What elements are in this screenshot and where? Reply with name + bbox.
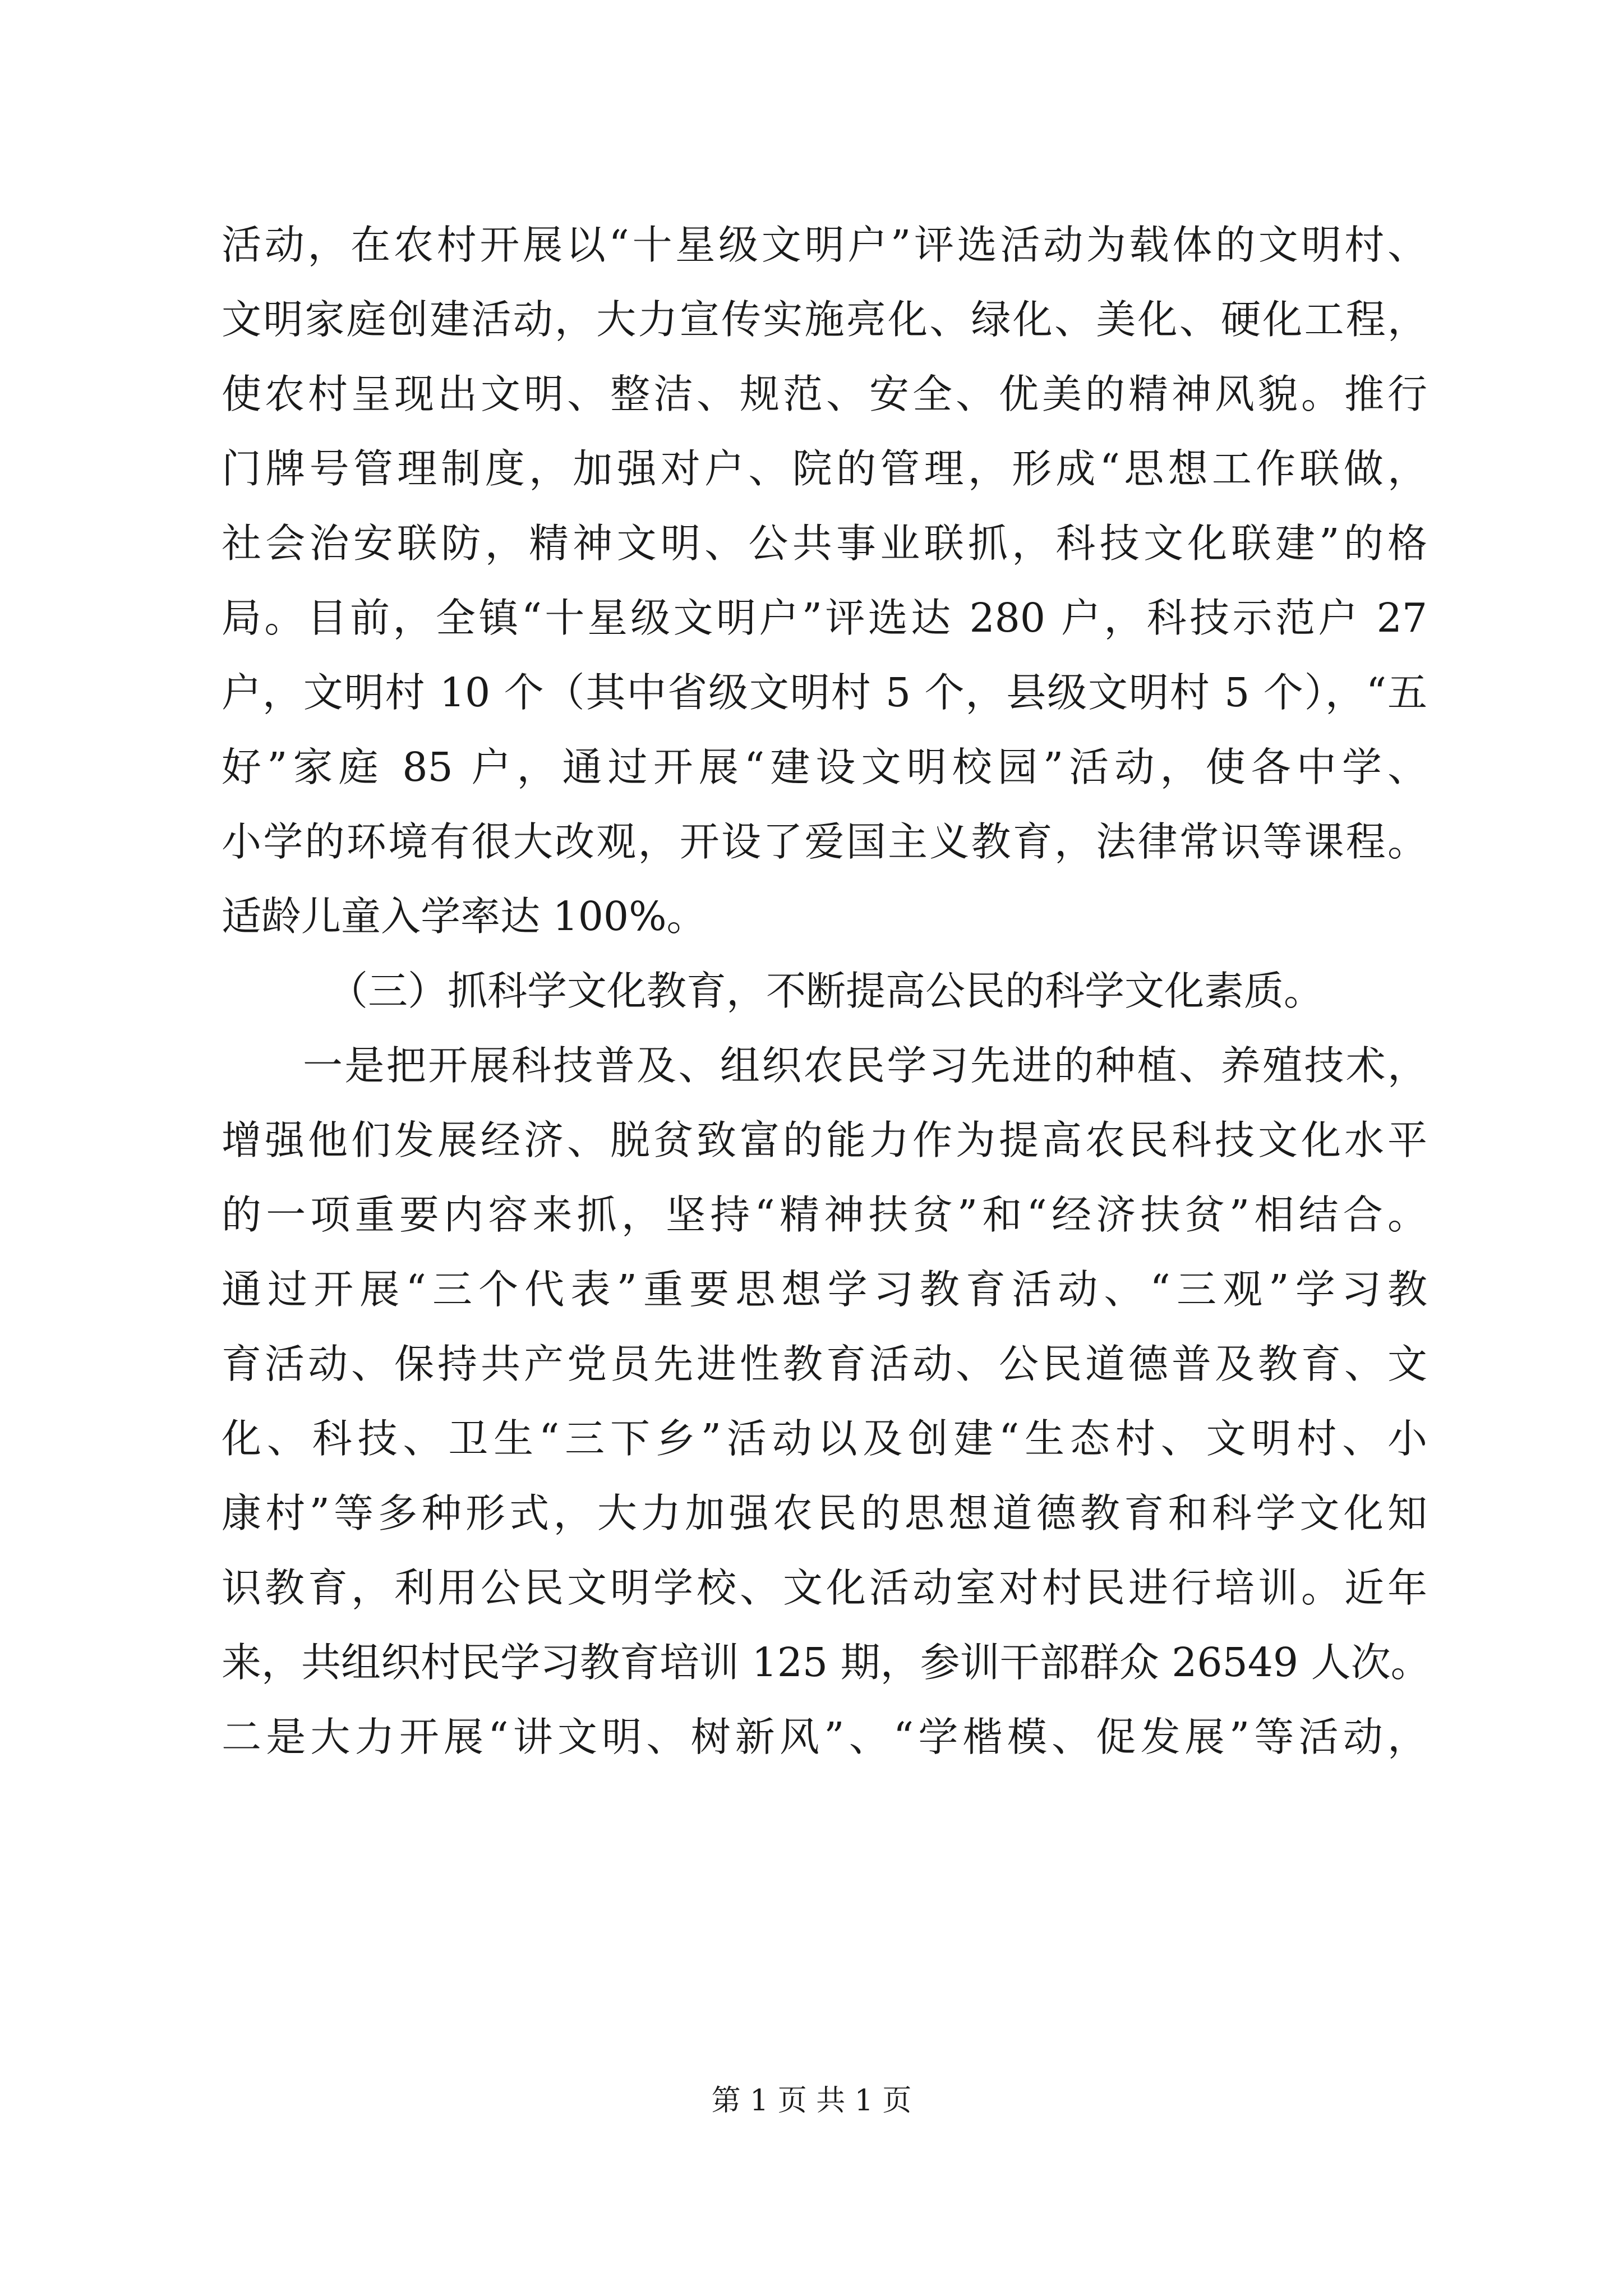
text-line: 来，共组织村民学习教育培训 125 期，参训干部群众 26549 人次。 — [222, 1639, 1431, 1686]
text-line: 小学的环境有很大改观，开设了爱国主义教育，法律常识等课程。 — [222, 818, 1427, 865]
text-line: 育活动、保持共产党员先进性教育活动、公民道德普及教育、文 — [222, 1341, 1427, 1387]
text-line: 文明家庭创建活动，大力宣传实施亮化、绿化、美化、硬化工程， — [222, 296, 1427, 343]
text-line: 局。目前，全镇“十星级文明户”评选达 280 户，科技示范户 27 — [222, 595, 1427, 641]
text-line: 识教育，利用公民文明学校、文化活动室对村民进行培训。近年 — [222, 1565, 1427, 1611]
paragraph-first-line: 一是把开展科技普及、组织农民学习先进的种植、养殖技术， — [303, 1042, 1427, 1089]
body-text — [222, 208, 1431, 1774]
text-line: 康村”等多种形式，大力加强农民的思想道德教育和科学文化知 — [222, 1490, 1427, 1536]
text-line: 活动，在农村开展以“十星级文明户”评选活动为载体的文明村、 — [222, 222, 1427, 268]
text-line: 通过开展“三个代表”重要思想学习教育活动、“三观”学习教 — [222, 1266, 1427, 1313]
text-line: 的一项重要内容来抓，坚持“精神扶贫”和“经济扶贫”相结合。 — [222, 1191, 1427, 1238]
text-line: 化、科技、卫生“三下乡”活动以及创建“生态村、文明村、小 — [222, 1415, 1427, 1462]
text-line: 二是大力开展“讲文明、树新风”、“学楷模、促发展”等活动， — [222, 1714, 1427, 1760]
text-line: 户，文明村 10 个（其中省级文明村 5 个，县级文明村 5 个），“五 — [222, 669, 1427, 716]
text-line: 使农村呈现出文明、整洁、规范、安全、优美的精神风貌。推行 — [222, 371, 1427, 417]
page-footer: 第 1 页 共 1 页 — [711, 2084, 912, 2118]
text-line: 适龄儿童入学率达 100%。 — [222, 893, 707, 940]
text-line: 社会治安联防，精神文明、公共事业联抓，科技文化联建”的格 — [222, 520, 1427, 567]
section-heading: （三）抓科学文化教育，不断提高公民的科学文化素质。 — [328, 968, 1324, 1014]
text-line: 门牌号管理制度，加强对户、院的管理，形成“思想工作联做， — [222, 445, 1427, 492]
text-line: 好”家庭 85 户，通过开展“建设文明校园”活动，使各中学、 — [222, 744, 1427, 790]
text-line: 增强他们发展经济、脱贫致富的能力作为提高农民科技文化水平 — [222, 1117, 1427, 1163]
